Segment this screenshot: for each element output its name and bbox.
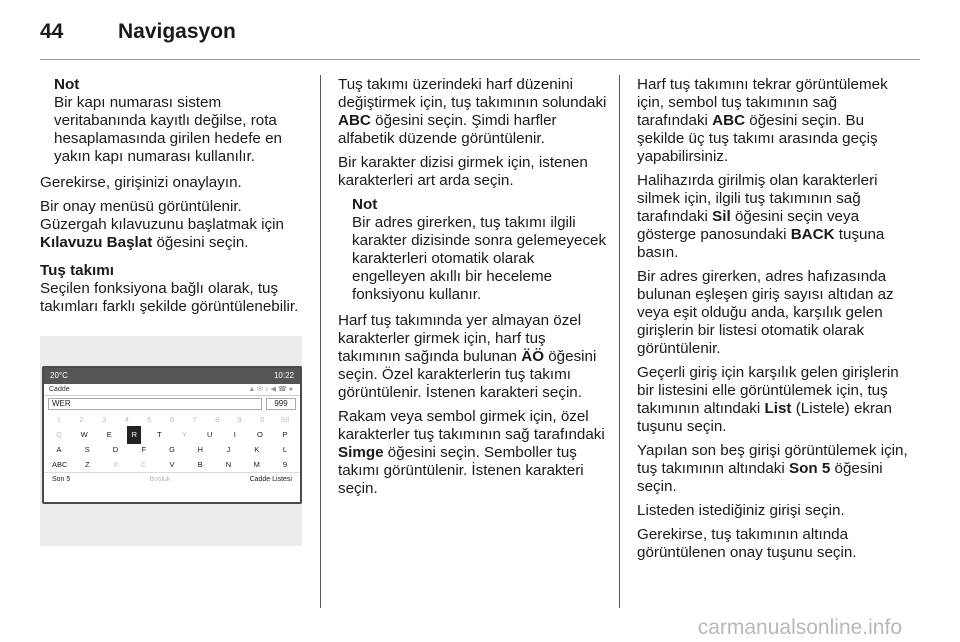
clock: 10:22 (273, 371, 294, 380)
watermark: carmanualsonline.info (697, 616, 902, 639)
paragraph: Yapılan son beş girişi görüntülemek için, tuş takımının altındaki Son 5 öğesini seçin. (637, 442, 908, 495)
note-title: Not (352, 196, 378, 213)
key[interactable]: Q (56, 429, 62, 439)
key[interactable]: 4 (124, 414, 129, 424)
key[interactable]: S (84, 444, 90, 454)
key[interactable]: X (112, 459, 118, 469)
key[interactable]: P (282, 429, 288, 439)
street-input[interactable]: WER (48, 398, 262, 410)
abc-key[interactable]: ABC (52, 459, 68, 469)
display-screenshot (40, 336, 302, 546)
page-title: Navigasyon (118, 20, 236, 43)
paragraph: Rakam veya sembol girmek için, özel karakterler tuş takımının sağ tarafındaki Simge öğesini seçin. Semboller tuş takımı görüntülenir. İstenen karakteri seçin. (338, 408, 605, 497)
last-5-button[interactable]: Son 5 (52, 475, 71, 483)
key[interactable]: J (226, 444, 231, 454)
key[interactable]: Z (84, 459, 90, 469)
ui-term: Son 5 (788, 460, 831, 477)
key[interactable]: U (206, 429, 213, 439)
column-3 (637, 76, 912, 568)
paragraph: Harf tuş takımını tekrar görüntülemek için, sembol tuş takımının sağ tarafındaki ABC öğesini seçin. Bu şekilde üç tuş takımı arasında geçiş yapabilirsiniz. (637, 76, 888, 165)
street-list-button[interactable]: Cadde Listesi (249, 475, 292, 483)
key[interactable]: Y (182, 429, 188, 439)
key[interactable]: 7 (192, 414, 197, 424)
key[interactable]: L (282, 444, 288, 454)
paragraph: Gerekirse, tuş takımının altında görüntülenen onay tuşunu seçin. (637, 526, 857, 561)
key[interactable]: 6 (169, 414, 175, 424)
paragraph: Geçerli giriş için karşılık gelen girişlerin bir listesini elle görüntülemek için, tuş takımının altındaki List (Listele) ekran tuşunu seçin. (637, 364, 899, 435)
temperature: 20°C (50, 371, 68, 380)
column-divider (320, 75, 321, 608)
paragraph: Bir onay menüsü görüntülenir. Güzergah kılavuzunu başlatmak için Kılavuzu Başlat öğesini seçin. (40, 198, 284, 251)
paragraph: Halihazırda girilmiş olan karakterleri silmek için, ilgili tuş takımının sağ tarafındaki Sil öğesini seçin veya gösterge panosundaki BACK tuşuna basın. (637, 172, 885, 261)
delete-key[interactable]: Sil (280, 414, 290, 424)
note-text: Bir adres girerken, tuş takımı ilgili karakter dizisinde sonra gelemeyecek karakterleri otomatik olarak engelleyen akıllı bir heceleme fonksiyonu kullanır. (352, 214, 607, 303)
key[interactable]: M (253, 459, 260, 469)
ui-term: ABC (712, 112, 746, 129)
key[interactable]: 1 (56, 414, 62, 424)
key[interactable]: 2 (79, 414, 84, 424)
space-button[interactable]: Boşluk (149, 475, 171, 483)
paragraph: Seçilen fonksiyona bağlı olarak, tuş takımları farklı şekilde görüntülenebilir. (40, 280, 299, 315)
key[interactable]: 0 (260, 414, 265, 424)
paragraph: Bir karakter dizisi girmek için, istenen karakterleri art arda seçin. (338, 154, 588, 189)
section-heading: Tuş takımı (40, 262, 114, 279)
key[interactable]: B (197, 459, 203, 469)
paragraph: Tuş takımı üzerindeki harf düzenini değiştirmek için, tuş takımının solundaki ABC öğesini seçin. Şimdi harfler alfabetik düzende görüntülenir. (338, 76, 607, 147)
key[interactable]: A (56, 444, 62, 454)
page-number: 44 (40, 20, 64, 43)
key[interactable]: 8 (215, 414, 220, 424)
ui-term: ABC (338, 112, 371, 129)
ui-term: List (764, 400, 792, 417)
status-icons: ▲✉♪◀☎● (248, 385, 295, 393)
paragraph: Gerekirse, girişinizi onaylayın. (40, 174, 242, 191)
note-block (40, 76, 306, 166)
infotainment-screen (42, 366, 302, 504)
key[interactable]: 5 (147, 414, 152, 424)
page-header (40, 20, 236, 50)
title-bar (44, 384, 300, 396)
ui-term: ÄÖ (521, 348, 545, 365)
ui-term: BACK (790, 226, 835, 243)
ui-term: Sil (712, 208, 731, 225)
paragraph: Bir adres girerken, adres hafızasında bulunan eşleşen giriş sayısı altıdan az veya eşit olduğu anda, karşılık gelen girişlerin bir listesi otomatik olarak görüntülenir. (637, 268, 894, 357)
key[interactable]: K (254, 444, 260, 454)
note-text: Bir kapı numarası sistem veritabanında kayıtlı değilse, rota hesaplamasında girilen hedefe en yakın kapı numarası kullanılır. (54, 94, 282, 165)
column-divider (619, 75, 620, 608)
key[interactable]: 9 (282, 459, 288, 469)
note-title: Not (54, 76, 80, 93)
field-label: Cadde (49, 385, 70, 393)
key[interactable]: D (112, 444, 119, 454)
key[interactable]: C (141, 459, 147, 469)
header-rule (40, 59, 920, 60)
key[interactable]: V (169, 459, 175, 469)
note-block (338, 196, 610, 304)
paragraph: Harf tuş takımında yer almayan özel karakterler girmek için, harf tuş takımının sağında bulunan ÄÖ öğesini seçin. Özel karakterlerin tuş takımı görüntülenir. İstenen karakteri seçin. (338, 312, 597, 401)
ui-term: Simge (338, 444, 384, 461)
key[interactable]: T (157, 429, 162, 439)
ui-term: Kılavuzu Başlat (40, 234, 153, 251)
key[interactable]: N (225, 459, 232, 469)
key[interactable]: F (141, 444, 147, 454)
key[interactable]: 9 (237, 414, 242, 424)
house-number-input[interactable]: 999 (266, 398, 296, 410)
column-2 (338, 76, 610, 504)
paragraph: Listeden istediğiniz girişi seçin. (637, 502, 845, 519)
key[interactable]: G (169, 444, 175, 454)
key[interactable]: 3 (102, 414, 107, 424)
key-selected[interactable]: R (127, 426, 141, 444)
keypad-bottom-bar (44, 472, 300, 486)
key[interactable]: I (233, 429, 236, 439)
key[interactable]: O (256, 429, 263, 439)
key[interactable]: H (197, 444, 203, 454)
key[interactable]: E (106, 429, 112, 439)
column-1 (40, 76, 306, 546)
key[interactable]: W (80, 429, 88, 439)
